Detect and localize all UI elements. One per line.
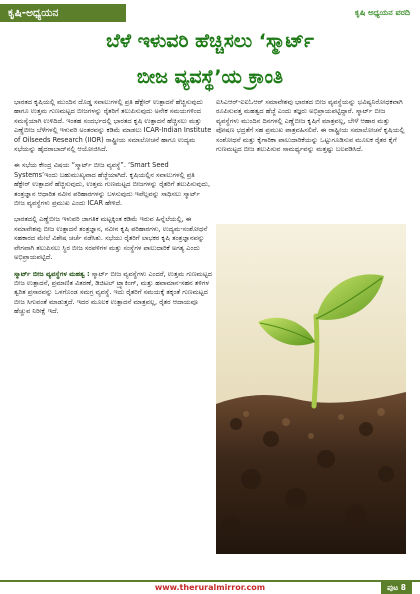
subheading-text: ಸ್ಮಾರ್ಟ್ ಬೀಜ ವ್ಯವಸ್ಥೆಗಳು ಎಂದರೆ, ಉತ್ತಮ ಗುಣಮಟ್ಟದ ಬೀಜ ಉತ್ಪಾದನೆ, ಪ್ರಮಾಣಿತ ವಿತರಣೆ, ಡಿಜಿಟಲ್ ಟ್ರ್ಯಾಕಿಂಗ್, ಮತ್ತು ಹವಾಮಾನ-ಸಹನ ತಳಿಗಳ ತ್ವರಿತ ಪ್ರಸಾರವನ್ನು ಒಳಗೊಂಡ ಸಮಗ್ರ ವ್ಯವಸ್ಥೆ. ಇದು ರೈತರಿಗೆ ಸಮಯಕ್ಕೆ ತಕ್ಕಂತೆ ಗುಣಮಟ್ಟದ ಬೀಜ ಸಿಗುವಂತೆ ಮಾಡುತ್ತದೆ. ಇದರ ಮೂಲಕ ಉತ್ಪಾದನೆ ಮಾತ್ರವಲ್ಲ, ರೈತರ ಆದಾಯವೂ ಹೆಚ್ಚುವ ನಿರೀಕ್ಷೆ ಇದೆ. xyxy=(14,269,212,316)
seedling-illustration xyxy=(216,224,406,554)
article-paragraph: ಭಾರತದ ಕೃಷಿಯಲ್ಲಿ ಮುಂದಿನ ದೊಡ್ಡ ಸವಾಲುಗಳಲ್ಲಿ ಪ್ರತಿ ಹೆಕ್ಟೇರ್ ಉತ್ಪಾದನೆ ಹೆಚ್ಚಿಸುವುದು ಹಾಗೂ ಉತ್ತಮ ಗುಣಮಟ್ಟದ ಬೀಜಗಳನ್ನು ರೈತರಿಗೆ ತಲುಪಿಸುವುದು ಅನೇಕ ಸಮಯಗಳಿಂದ ಸಮಸ್ಯೆಯಾಗಿ ಉಳಿದಿದೆ. ಇಂತಹ ಸಂದರ್ಭದಲ್ಲಿ ಭಾರತದ ಕೃಷಿ ಉತ್ಪಾದನೆ ಹೆಚ್ಚಿಸಲು ಮತ್ತು ಎಣ್ಣೆಬೀಜ ಬೆಳೆಗಳಲ್ಲಿ ಇಳುವರಿ ಅಂತರವನ್ನು ಕಡಿಮೆ ಮಾಡಲು ICAR-Indian Institute of Oilseeds Research (IIOR) ರಾಷ್ಟ್ರೀಯ ಸಮಾಲೋಚನೆ ಹಾಗೂ ಉದ್ಯಮ ಸಭೆಯನ್ನು ಹೈದರಾಬಾದ್‌ನಲ್ಲಿ ಆಯೋಜಿಸಿದೆ. xyxy=(14,98,212,154)
seedling-stem xyxy=(314,316,317,406)
headline-line-1: ಬೆಳೆ ಇಳುವರಿ ಹೆಚ್ಚಿಸಲು ‘ಸ್ಮಾರ್ಟ್ xyxy=(106,30,314,52)
article-paragraph: ಐಸಿಎಆರ್-ಐಐಓಆರ್ ಸಮಾವೇಶವು ಭಾರತದ ಬೀಜ ವ್ಯವಸ್ಥೆಯನ್ನು ಭವಿಷ್ಯನಿರೋಧಕವಾಗಿ ರೂಪಿಸುವತ್ತ ಮಹತ್ವದ ಹೆಜ್ಜೆ ಎಂದು ತಜ್ಞರು ಅಭಿಪ್ರಾಯಪಟ್ಟಿದ್ದಾರೆ. ಸ್ಮಾರ್ಟ್ ಬೀಜ ವ್ಯವಸ್ಥೆಗಳು ಮುಂದಿನ ದಿನಗಳಲ್ಲಿ ಎಣ್ಣೆಬೀಜ ಕೃಷಿಗೆ ಮಾತ್ರವಲ್ಲ, ಬೇಳೆ ಆಹಾರ ಮತ್ತು ಪೋಷಣ ಭದ್ರತೆಗೆ ಸಹ ಪ್ರಮುಖ ಪಾತ್ರವಹಿಸಲಿವೆ. ಈ ರಾಷ್ಟ್ರೀಯ ಸಮಾಲೋಚನೆ ಕೃಷಿಯಲ್ಲಿ ಸಂಶೋಧನೆ ಮತ್ತು ಕೈಗಾರಿಕಾ ಪಾಲುದಾರಿಕೆಯನ್ನು ಒಟ್ಟುಗೂಡಿಸುವ ಮೂಲಕ ರೈತರ ಕೈಗೆ ಗುಣಮಟ್ಟದ ಬೀಜ ತಲುಪಿಸುವ ಸಾಮರ್ಥ್ಯವನ್ನು ಮತ್ತಷ್ಟು ಬಲಪಡಿಸಿದೆ. xyxy=(216,98,405,154)
footer-rule xyxy=(0,580,420,582)
article-paragraph-with-subheading xyxy=(14,270,212,317)
headline-line-2: ಬೀಜ ವ್ಯವಸ್ಥೆ’ಯ ಕ್ರಾಂತಿ xyxy=(136,66,284,88)
article-paragraph: ಈ ಸಭೆಯ ಕೇಂದ್ರ ವಿಷಯ “ಸ್ಮಾರ್ಟ್ ಬೀಜ ವ್ಯವಸ್ಥೆ”. ‘Smart Seed Systems’ಇಂದು ಬಹುಮುಖ್ಯವಾದ ಹೆಜ್ಜೆಯಾಗಿದೆ. ಕೃಷಿಯಲ್ಲಿನ ಸವಾಲುಗಳಲ್ಲಿ ಪ್ರತಿ ಹೆಕ್ಟೇರ್ ಉತ್ಪಾದನೆ ಹೆಚ್ಚಿಸುವುದು, ಉತ್ತಮ ಗುಣಮಟ್ಟದ ಬೀಜಗಳನ್ನು ರೈತರಿಗೆ ತಲುಪಿಸುವುದು, ತಂತ್ರಜ್ಞಾನ ಆಧಾರಿತ ನವೀನ ಪರಿಹಾರಗಳನ್ನು ಬಳಸುವುದು ಇವೆಲ್ಲವನ್ನು ಸಾಧಿಸಲು ಸ್ಮಾರ್ಟ್ ಬೀಜ ವ್ಯವಸ್ಥೆಗಳು ಪ್ರಮುಖ ಎಂದು ICAR ಹೇಳಿದೆ. xyxy=(14,161,211,208)
page-number: ಪುಟ 8 xyxy=(381,582,412,594)
seedling-photo xyxy=(216,224,406,554)
series-name: ಕೃಷಿ ಅಧ್ಯಯನ ವರದಿ xyxy=(354,8,410,17)
subheading: ಸ್ಮಾರ್ಟ್ ಬೀಜ ವ್ಯವಸ್ಥೆಗಳ ಮಹತ್ವ : xyxy=(14,269,90,278)
section-tag: ಕೃಷಿ-ಅಧ್ಯಯನ xyxy=(0,4,126,22)
article-paragraph: ಭಾರತದಲ್ಲಿ ಎಣ್ಣೆಬೀಜ ಇಳುವರಿ ಜಾಗತಿಕ ಮಟ್ಟಕ್ಕಿಂತ ಕಡಿಮೆ ಇರುವ ಹಿನ್ನೆಲೆಯಲ್ಲಿ, ಈ ಸಮಾವೇಶವು ಬೀಜ ಉತ್ಪಾದನೆ ತಂತ್ರಜ್ಞಾನ, ನವೀನ ಕೃಷಿ ಪರಿಹಾರಗಳು, ಉದ್ಯಮ-ಸಂಶೋಧನೆ ಸಹಕಾರದ ಮೇಲೆ ವಿಶೇಷ ಚರ್ಚೆ ನಡೆಸಿತು. ಸಭೆಯು ರೈತರಿಗೆ ಲಾಭಕರ ಕೃಷಿ ತಂತ್ರಜ್ಞಾನವನ್ನು ವೇಗವಾಗಿ ತಲುಪಿಸಲು ಸ್ಥಿರ ಬೀಜ ಸರಪಳಿಗಳ ಮತ್ತು ಸಂಸ್ಥೆಗಳ ಪಾಲುದಾರಿಕೆ ಅಗತ್ಯ ಎಂದು ಅಭಿಪ್ರಾಯಪಟ್ಟಿದೆ. xyxy=(14,215,208,262)
article-column-left xyxy=(14,98,212,324)
article-column-right xyxy=(216,98,406,161)
website-link[interactable]: www.theruralmirror.com xyxy=(154,583,266,592)
